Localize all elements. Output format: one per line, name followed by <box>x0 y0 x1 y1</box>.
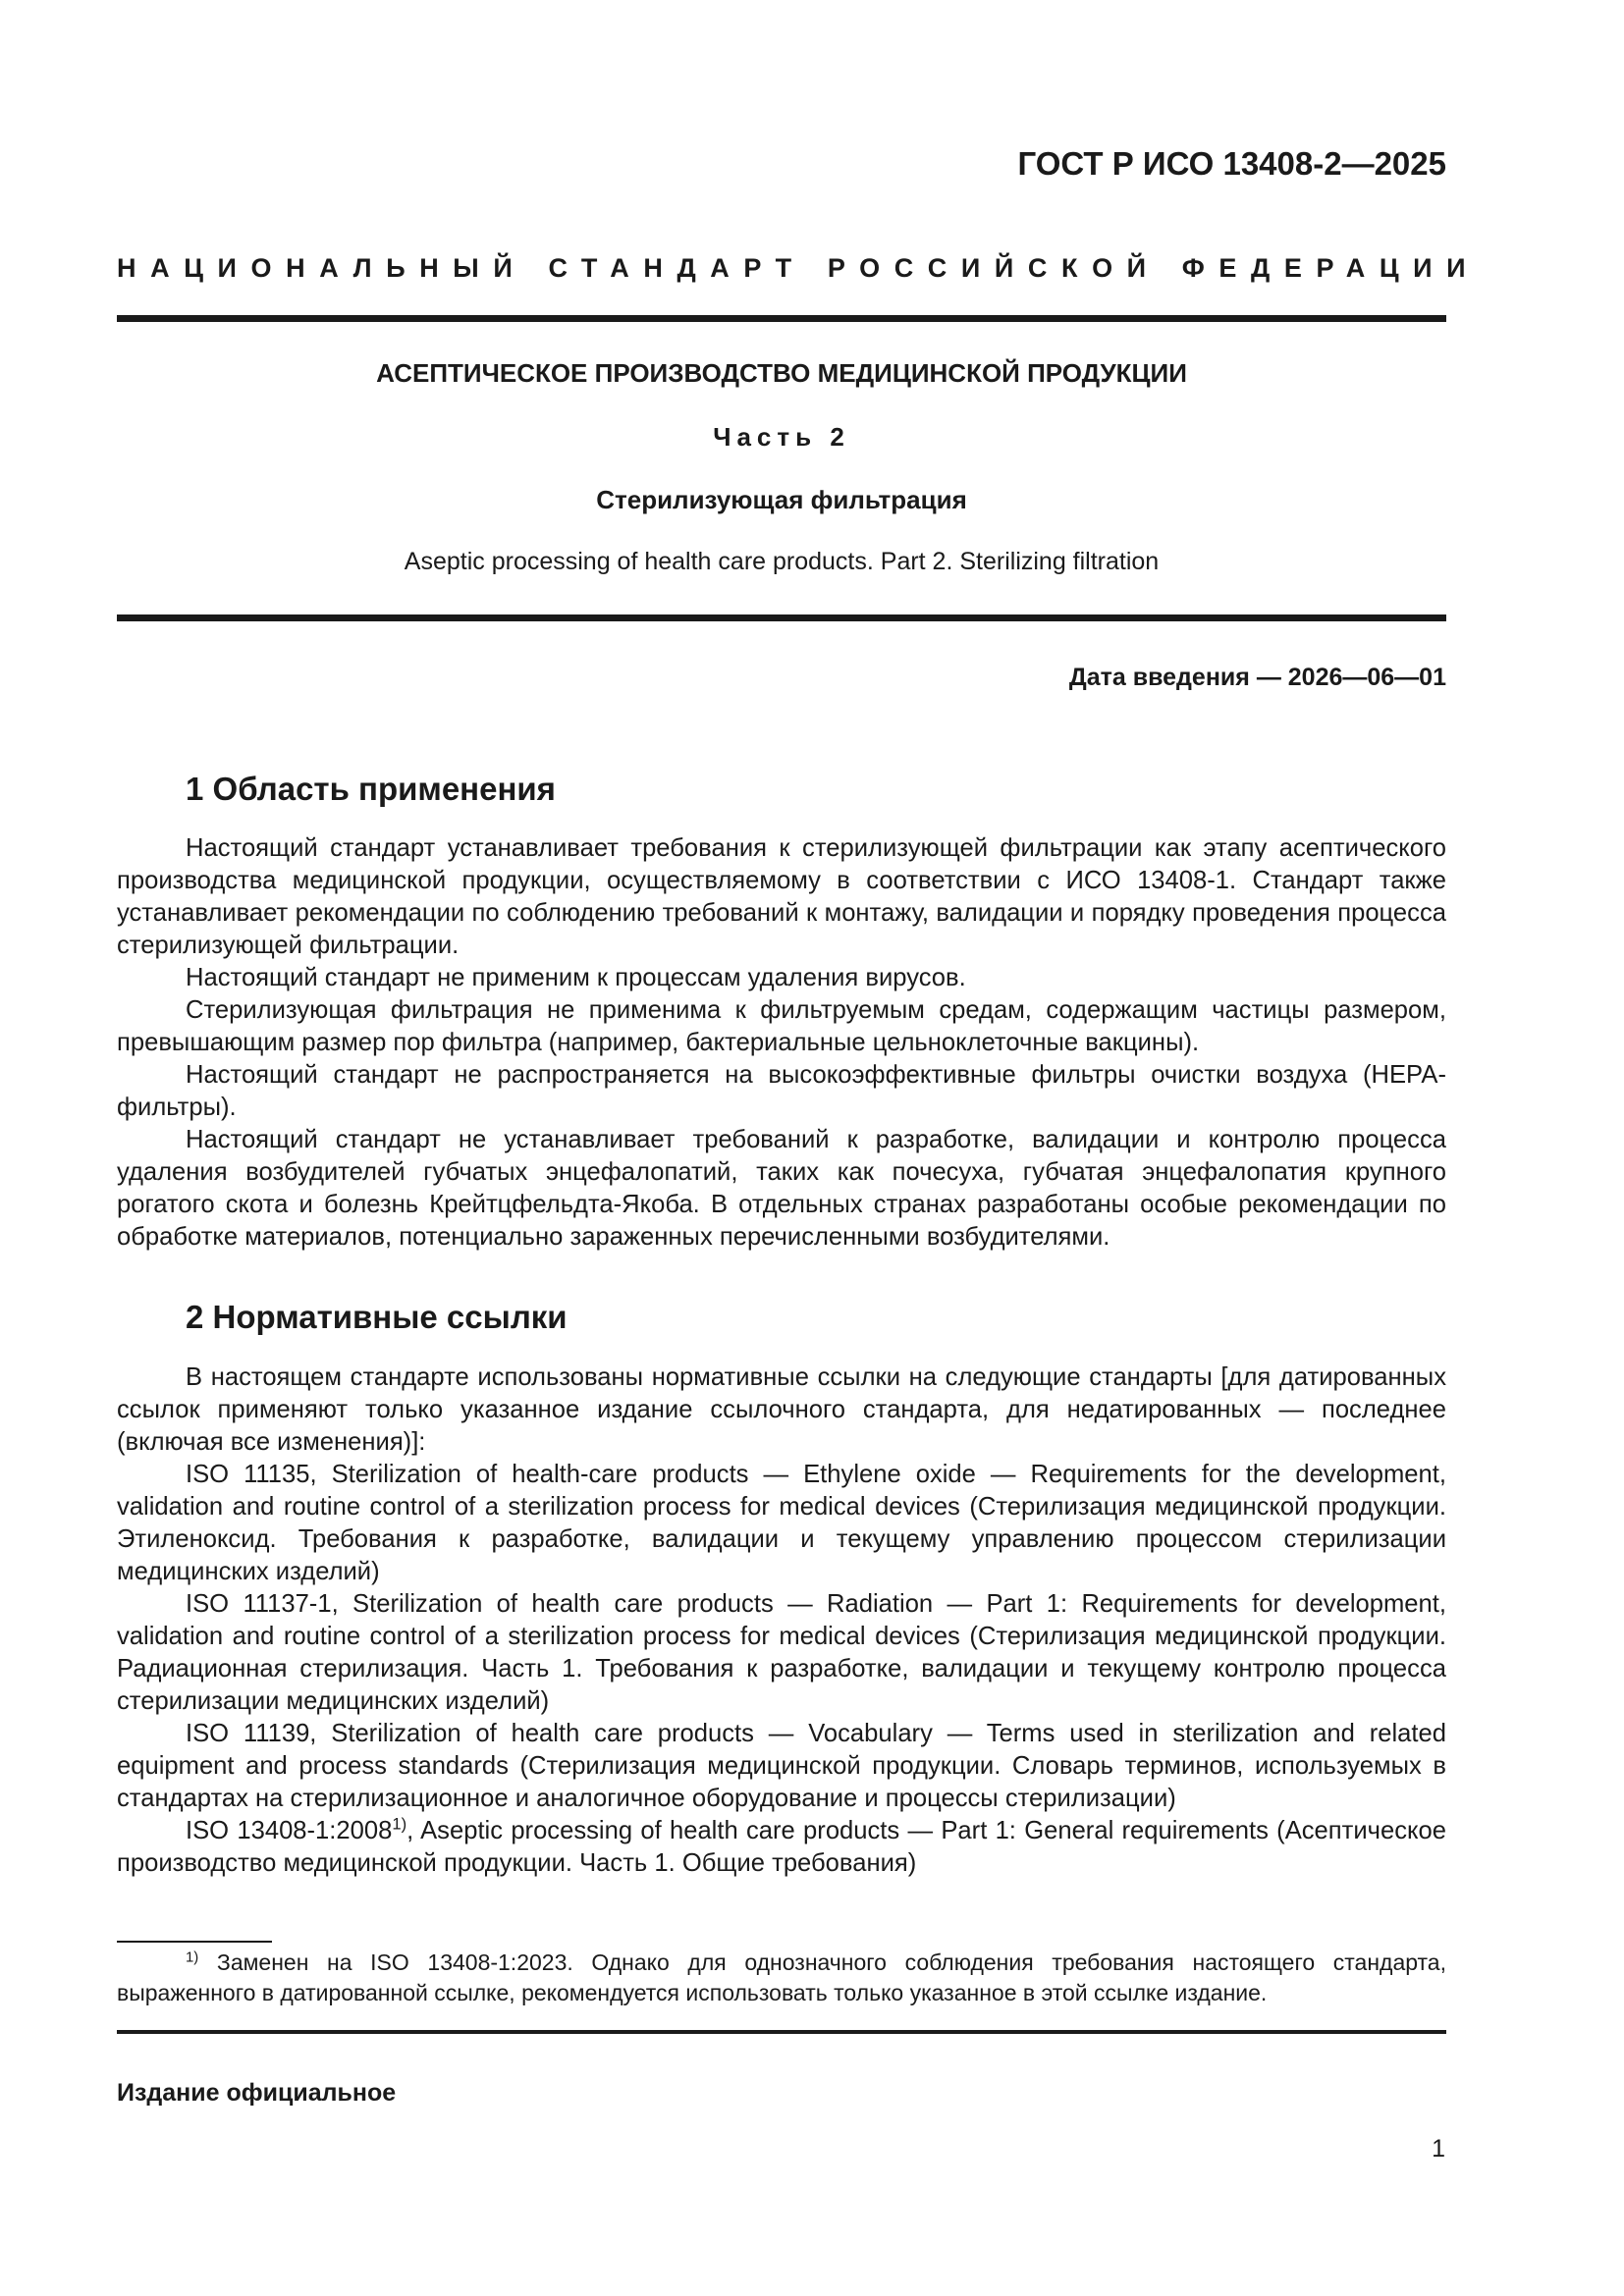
official-edition: Издание официальное <box>117 2079 397 2107</box>
document-subtitle: Стерилизующая фильтрация <box>596 485 967 514</box>
paragraph: Настоящий стандарт не применим к процессам удаления вирусов. <box>186 964 966 991</box>
page-number: 1 <box>1432 2135 1445 2163</box>
reference-item: ISO 11137-1, Sterilization of health care products — Radiation — Part 1: Requirements for development, validation and routine control of a sterilization process for medical devices (Стерилизация медицинской продукции. Радиационная стерилизация. Часть 1. Требования к разработке, валидации и текущему контролю процесса стерилизации медицинских изделий) <box>117 1590 1446 1715</box>
section-2-heading: 2 Нормативные ссылки <box>186 1299 568 1335</box>
footnote-mark: 1) <box>186 1949 199 1966</box>
reference-code: ISO 13408-1:2008 <box>186 1817 393 1844</box>
footnote-marker[interactable]: 1) <box>392 1814 407 1834</box>
reference-text: , Aseptic processing of health care products — Part 1: General requirements (Асептическое производство медицинской продукции. Часть 1. Общие требования) <box>117 1817 1446 1877</box>
paragraph: В настоящем стандарте использованы нормативные ссылки на следующие стандарты [для датированных ссылок применяют только указанное издание ссылочного стандарта, для недатированных — последнее (включая все изменения)]: <box>117 1363 1446 1456</box>
title-bottom-rule <box>117 614 1446 621</box>
section-1-body <box>117 832 1446 1254</box>
introduction-date: Дата введения — 2026—06—01 <box>1068 664 1446 691</box>
footnote-separator <box>117 1941 272 1943</box>
reference-item: ISO 11135, Sterilization of health-care products — Ethylene oxide — Requirements for the development, validation and routine control of a sterilization process for medical devices (Стерилизация медицинской продукции. Этиленоксид. Требования к разработке, валидации и текущему управлению процессом стерилизации медицинских изделий) <box>117 1461 1446 1585</box>
paragraph: Настоящий стандарт не распространяется на высокоэффективные фильтры очистки воздуха (НЕРА-фильтры). <box>117 1061 1446 1121</box>
footnote <box>117 1948 1446 2008</box>
national-standard-banner: НАЦИОНАЛЬНЫЙ СТАНДАРТ РОССИЙСКОЙ ФЕДЕРАЦИИ <box>117 253 1481 283</box>
footnote-text: Заменен на ISO 13408-1:2023. Однако для однозначного соблюдения требования настоящего стандарта, выраженного в датированной ссылке, рекомендуется использовать только указанное в этой ссылке издание. <box>117 1949 1446 2005</box>
english-title: Aseptic processing of health care products. Part 2. Sterilizing filtration <box>404 548 1160 575</box>
top-rule <box>117 315 1446 322</box>
document-part: Часть 2 <box>713 422 850 452</box>
paragraph: Настоящий стандарт не устанавливает требований к разработке, валидации и контролю процесса удаления возбудителей губчатых энцефалопатий, таких как почесуха, губчатая энцефалопатия крупного рогатого скота и болезнь Крейтцфельдта-Якоба. В отдельных странах разработаны особые рекомендации по обработке материалов, потенциально зараженных перечисленными возбудителями. <box>117 1126 1446 1251</box>
document-title: АСЕПТИЧЕСКОЕ ПРОИЗВОДСТВО МЕДИЦИНСКОЙ ПРОДУКЦИИ <box>376 358 1187 388</box>
section-2-body <box>117 1362 1446 1880</box>
section-1-heading: 1 Область применения <box>186 771 556 807</box>
standard-number: ГОСТ Р ИСО 13408-2—2025 <box>1017 145 1446 182</box>
paragraph: Стерилизующая фильтрация не применима к фильтруемым средам, содержащим частицы размером, превышающим размер пор фильтра (например, бактериальные цельноклеточные вакцины). <box>117 996 1446 1056</box>
reference-item: ISO 11139, Sterilization of health care products — Vocabulary — Terms used in sterilization and related equipment and process standards (Стерилизация медицинской продукции. Словарь терминов, используемых в стандартах на стерилизационное и аналогичное оборудование и процессы стерилизации) <box>117 1720 1446 1812</box>
paragraph: Настоящий стандарт устанавливает требования к стерилизующей фильтрации как этапу асептического производства медицинской продукции, осуществляемому в соответствии с ИСО 13408-1. Стандарт также устанавливает рекомендации по соблюдению требований к монтажу, валидации и порядку проведения процесса стерилизующей фильтрации. <box>117 834 1446 959</box>
footer-rule <box>117 2030 1446 2034</box>
reference-item <box>117 1815 1446 1880</box>
